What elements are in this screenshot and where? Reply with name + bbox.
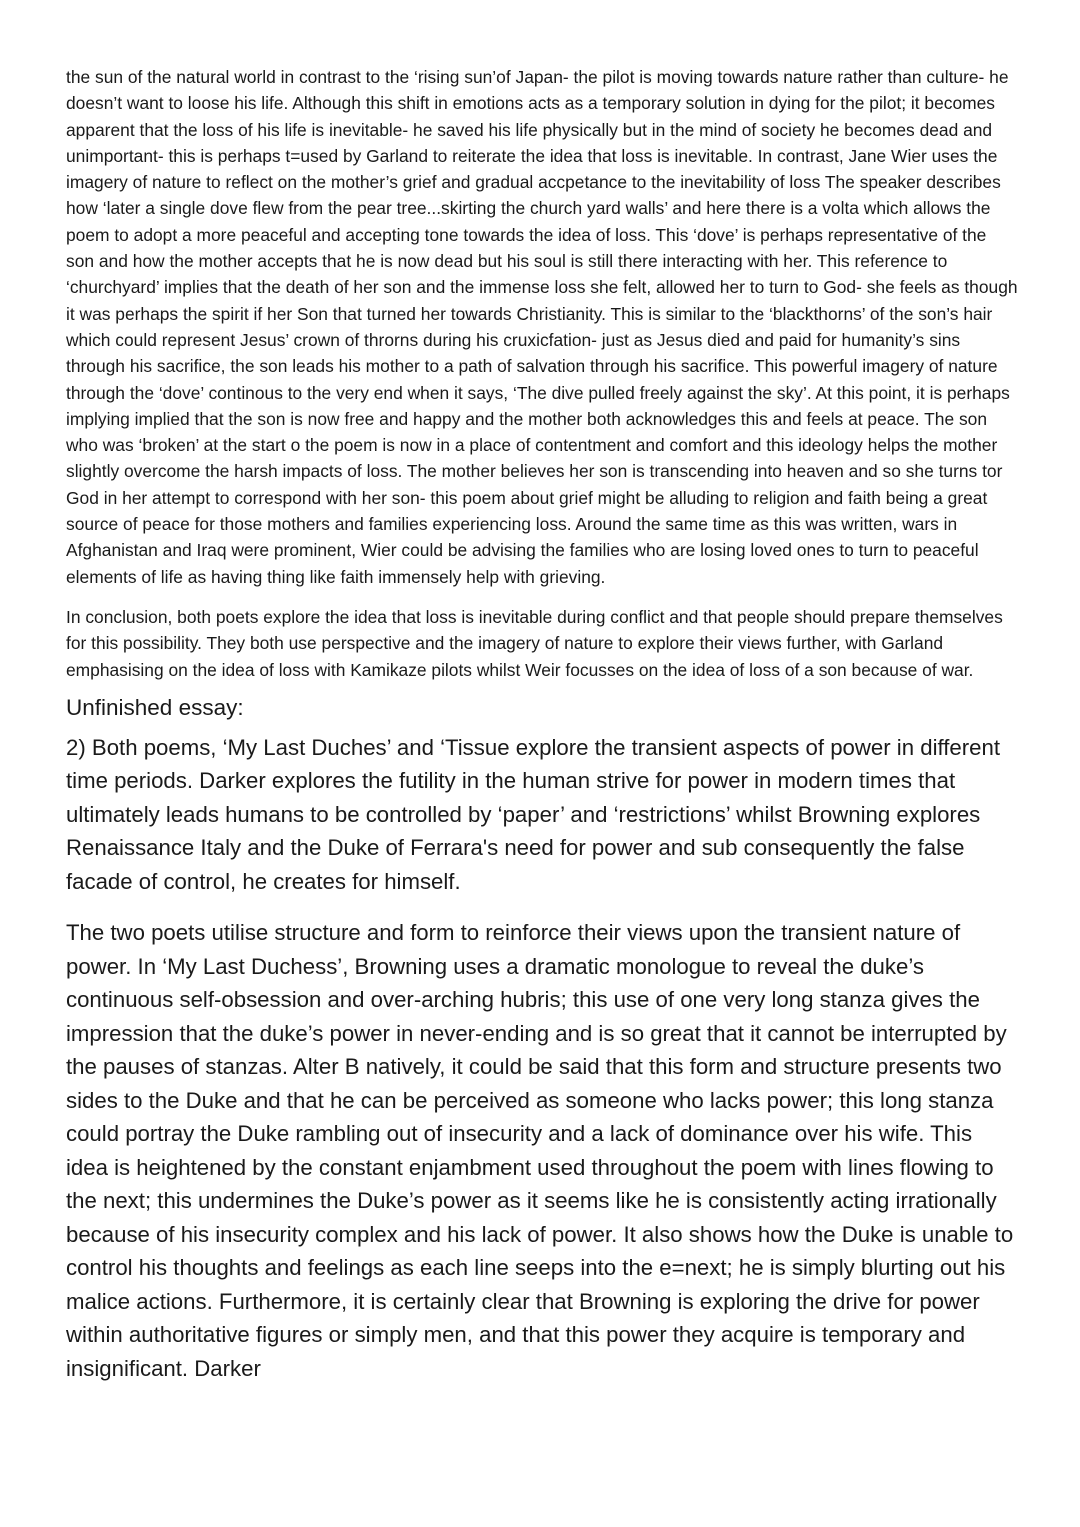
essay-paragraph-conclusion: In conclusion, both poets explore the idea that loss is inevitable during conflict and that people should prepare themselves for this possibility. They both use perspective and the imagery of nature to explore their views further, with Garland emphasising on the idea of loss with Kamikaze pilots whilst Weir focusses on the idea of loss of a son because of war. bbox=[66, 606, 1003, 680]
section-heading: Unfinished essay: bbox=[66, 694, 244, 720]
document-page bbox=[66, 64, 1018, 1385]
essay-paragraph-introduction: 2) Both poems, ‘My Last Duches’ and ‘Tissue explore the transient aspects of power in different time periods. Darker explores the futility in the human strive for power in modern times that ultimately leads humans to be controlled by ‘paper’ and ‘restrictions’ whilst Browning explores Renaissance Italy and the Duke of Ferrara's need for power and sub consequently the false facade of control, he creates for himself. bbox=[66, 734, 1000, 894]
essay-paragraph-structure: The two poets utilise structure and form to reinforce their views upon the transient nature of power. In ‘My Last Duchess’, Browning uses a dramatic monologue to reveal the duke’s continuous self-obsession and over-arching hubris; this use of one very long stanza gives the impression that the duke’s power in never-ending and is so great that it cannot be interrupted by the pauses of stanzas. Alter B natively, it could be said that this form and structure presents two sides to the Duke and that he can be perceived as someone who lacks power; this long stanza could portray the Duke rambling out of insecurity and a lack of dominance over his wife. This idea is heightened by the constant enjambment used throughout the poem with lines flowing to the next; this undermines the Duke’s power as it seems like he is consistently acting irrationally because of his insecurity complex and his lack of power. It also shows how the Duke is unable to control his thoughts and feelings as each line seeps into the e=next; he is simply blurting out his malice actions. Furthermore, it is certainly clear that Browning is exploring the drive for power within authoritative figures or simply men, and that this power they acquire is temporary and insignificant. Darker bbox=[66, 920, 1014, 1381]
essay-paragraph-continuation: the sun of the natural world in contrast to the ‘rising sun’of Japan- the pilot is moving towards nature rather than culture- he doesn’t want to loose his life. Although this shift in emotions acts as a temporary solution in dying for the pilot; it becomes apparent that the loss of his life is inevitable- he saved his life physically but in the mind of society he becomes dead and unimportant- this is perhaps t=used by Garland to reiterate the idea that loss is inevitable. In contrast, Jane Wier uses the imagery of nature to reflect on the mother’s grief and gradual accpetance to the inevitability of loss The speaker describes how ‘later a single dove flew from the pear tree...skirting the church yard walls’ and here there is a volta which allows the poem to adopt a more peaceful and accepting tone towards the idea of loss. This ‘dove’ is perhaps representative of the son and how the mother accepts that he is now dead but his soul is still there interacting with her. This reference to ‘churchyard’ implies that the death of her son and the immense loss she felt, allowed her to turn to God- she feels as though it was perhaps the spirit if her Son that turned her towards Christianity. This is similar to the ‘blackthorns’ of the son’s hair which could represent Jesus’ crown of throrns during his cruxicfation- just as Jesus died and paid for humanity’s sins through his sacrifice, the son leads his mother to a path of salvation through his sacrifice. This powerful imagery of nature through the ‘dove’ continous to the very end when it says, ‘The dive pulled freely against the sky’. At this point, it is perhaps implying implied that the son is now free and happy and the mother both acknowledges this and feels at peace. The son who was ‘broken’ at the start o the poem is now in a place of contentment and comfort and this ideology helps the mother slightly overcome the harsh impacts of loss. The mother believes her son is transcending into heaven and so she turns tor God in her attempt to correspond with her son- this poem about grief might be alluding to religion and faith being a great source of peace for those mothers and families experiencing loss. Around the same time as this was written, wars in Afghanistan and Iraq were prominent, Wier could be advising the families who are losing loved ones to turn to peaceful elements of life as having thing like faith immensely help with grieving. bbox=[66, 67, 1018, 587]
